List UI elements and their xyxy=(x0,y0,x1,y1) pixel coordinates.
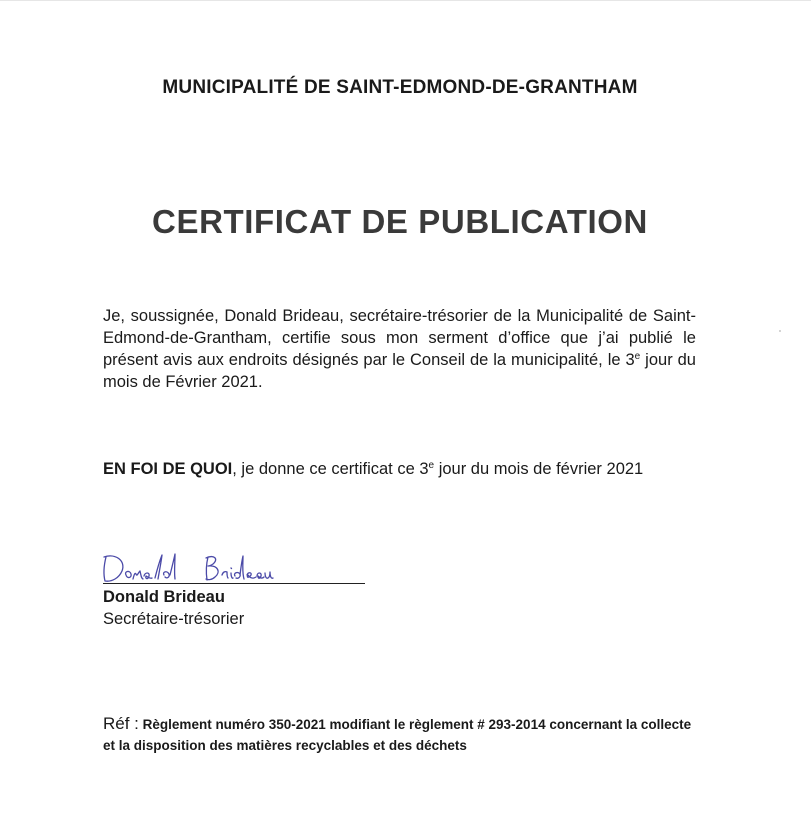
certification-text-start: Je, soussignée, Donald Brideau, secrétaire-trésorier de la Municipalité de Saint-Edmond-de-Grantham, certifie sous mon serment d’office que j’ai publié le présent avis aux endroits désignés par le Conseil de la municipalité, le 3 xyxy=(103,307,696,369)
certification-paragraph xyxy=(103,305,696,393)
page-top-edge xyxy=(0,0,811,1)
certification-text-end: jour du mois de Février 2021. xyxy=(103,351,696,391)
scan-speck xyxy=(779,330,781,332)
reference-label: Réf : xyxy=(103,714,139,733)
signature-drawing xyxy=(100,545,370,587)
signer-name: Donald Brideau xyxy=(103,588,225,606)
document-title: CERTIFICAT DE PUBLICATION xyxy=(152,203,648,240)
signer-role: Secrétaire-trésorier xyxy=(103,610,245,628)
ordinal-suffix: e xyxy=(634,351,641,362)
attestation-lead: EN FOI DE QUOI xyxy=(103,460,233,478)
attestation-paragraph xyxy=(103,458,696,480)
signature-line xyxy=(103,583,365,584)
attestation-text-end: jour du mois de février 2021 xyxy=(434,460,644,478)
municipality-heading: MUNICIPALITÉ DE SAINT-EDMOND-DE-GRANTHAM xyxy=(162,77,638,98)
handwritten-signature xyxy=(100,545,370,587)
reference-note xyxy=(103,713,703,756)
reference-text: Règlement numéro 350-2021 modifiant le règlement # 293-2014 concernant la collecte et la disposition des matières recyclables et des déchets xyxy=(103,717,692,753)
attestation-text-start: , je donne ce certificat ce 3 xyxy=(232,460,429,478)
ordinal-suffix: e xyxy=(428,460,435,471)
